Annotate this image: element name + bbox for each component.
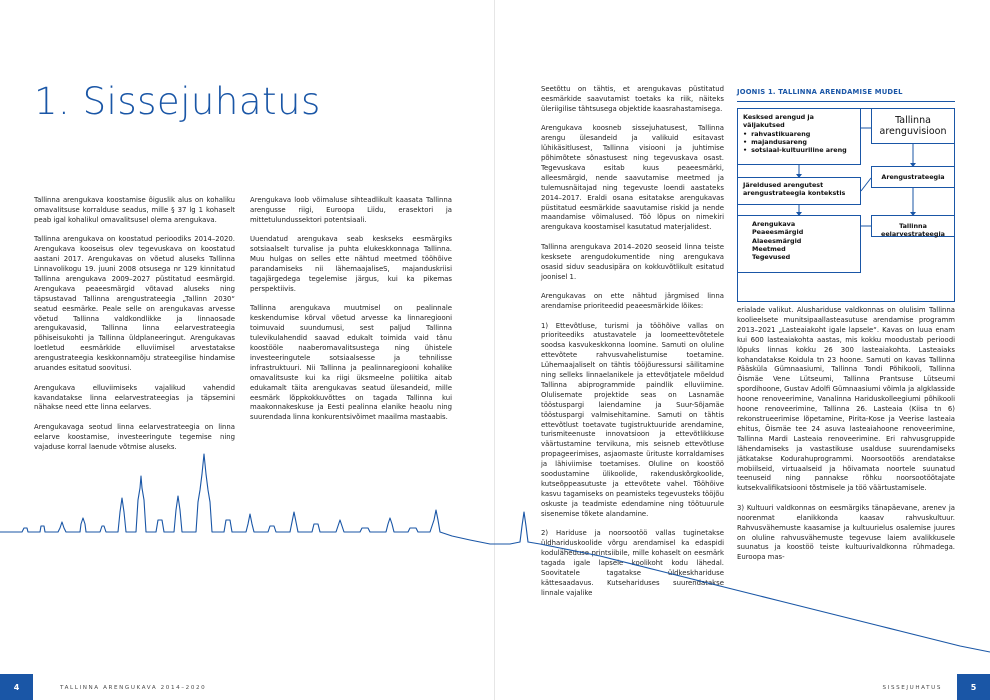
paragraph: Arengukava elluviimiseks vajalikud vahendid kavandatakse linna eelarvestrateegias ja täpsemini nähakse need ette linna eelarves. bbox=[34, 383, 235, 412]
paragraph: Tallinna arengukava muutmisel on pealinnale keskendumise kõrval võetud arvesse ka linnaregiooni toimuvaid suundumusi, sest paljud Tallinna tulevikulahendid saavad edukalt toimida vaid tänu koostööle naaberomavalitsustega ning ühistele investeeringutele sotsiaalsesse ja tehnilisse infrastruktuuri. Nii Tallinna ja pealinnaregiooni kohalike omavalitsuste kui ka riigi üksmeelne poliitika aitab edukamalt täita arengukavas seatud ülesandeid, mille eesmärk lõppkokkuvõttes on tagada Tallinna kui maakonnakeskuse ja Eesti pealinna elanike heaolu ning suurendada linna konkurentsivõimet maailma mastaabis. bbox=[250, 304, 452, 422]
goal-line: Meetmed bbox=[752, 244, 786, 253]
goal-line: Alaeesmärgid bbox=[752, 236, 802, 245]
list-item: • majandusareng bbox=[743, 138, 855, 146]
page-number-left: 4 bbox=[0, 674, 33, 700]
paragraph: 2) Hariduse ja noorsootöö vallas tuginetakse üldhariduskoolide võrgu arendamisel ka edaspidi koduläheduse printsiibile, mille kohaselt on eesmärk tagada igale lapsele koolikoht kodu lähedal. Soovitatele tagatakse üldkeskharidusе kättesaadavus. Kutsehariduses suurendatakse linnale vajalike bbox=[541, 529, 724, 597]
list-item: • sotsiaal-kultuuriline areng bbox=[743, 146, 855, 154]
figure-title: JOONIS 1. TALLINNA ARENDAMISE MUDEL bbox=[737, 88, 903, 96]
key-developments-title: Kesksed arengud ja väljakutsed bbox=[743, 113, 814, 130]
paragraph: 1) Ettevõtluse, turismi ja tööhõive vallas on prioriteediks atustavatele ja loomeettevõtetele soodsa kasvukeskkonna loomine. Samuti on oluline ettevõtete rahvusvahelistumise toetamine. Lühemaajaliselt on tähtis tööjõuressursi säilitamine ning selleks linnaelanikele ja ettevõtjatele mõeldud Tallinna abiprogrammide paindlik elluviimine. Olulisemate projektide seas on Lasnamäe tööstuspargi laiendamine ja Suur-Sõjamäe tööstuspargi valmisehitamine. Samuti on tähtis ettevõtlust toetavate tugistruktuuride arendamine, turismiteenuste innovatsioon ja ettevõtlikkuse väärtustamine tervikuna, mis seisneb ettevõtluse propageerimises, asjaomaste ürituste korraldamises ja lähiviimise toetamises. Oluline on koostöö soodustamine ülikoolide, rakenduskõrgkoolide, kutseõppeasutuste ja ettevõtete vahel. Tööhõive kasvu tagamiseks on peamisteks tegevusteks tööjõu oskuste ja teadmiste edendamine ning töötuurule sisenemise tõkete alandamine. bbox=[541, 321, 724, 518]
text-column-1 bbox=[34, 196, 235, 462]
development-plan-box bbox=[737, 215, 861, 273]
paragraph: Uuendatud arengukava seab keskseks eesmärgiks sotsiaalselt turvalise ja puhta elukeskkonnaga Tallinna. Muu hulgas on selles ette nähtud meetmed tööhõive parandamiseks nii lähemaajaliseS, majanduskriisi tagajärgedega tegelemise järgus, kui ka pikemas perspektiivis. bbox=[250, 235, 452, 293]
key-developments-box bbox=[737, 108, 861, 165]
budget-strategy-box: Tallinna eelarvestrateegia bbox=[871, 215, 955, 237]
paragraph: Seetõttu on tähtis, et arengukavas püstitatud eesmärkide saavutamist toetaks ka riik, näiteks üleriigilise tähtsusega objektide kaasrahastamisega. bbox=[541, 85, 724, 113]
tallinn-skyline-illustration bbox=[0, 440, 990, 675]
list-item: • rahvastikuareng bbox=[743, 130, 855, 138]
paragraph: Arengukavaga seotud linna eelarvestrateegia on linna eelarve koostamise, investeeringute tegemise ning vajaduse korral laenude võtmise aluseks. bbox=[34, 422, 235, 451]
page-number-right: 5 bbox=[957, 674, 990, 700]
figure-title-rule bbox=[737, 101, 955, 102]
goal-line: Peaeesmärgid bbox=[752, 228, 804, 237]
running-footer-left: TALLINNA ARENGUKAVA 2014–2020 bbox=[60, 685, 207, 691]
text-column-2 bbox=[250, 196, 452, 433]
paragraph: Arengukava loob võimaluse sihteadlikult kaasata Tallinna arengusse riigi, Euroopa Liidu, erasektori ja mittetulundussektori potentsiaali. bbox=[250, 196, 452, 224]
vision-box: Tallinna arenguvisioon bbox=[871, 108, 955, 144]
running-footer-right: SISSEJUHATUS bbox=[882, 685, 942, 691]
paragraph: erialade valikut. Alushariduse valdkonnas on olulisim Tallinna koolieelsete munitsipaallasteasutuse arendamise programm 2013–2021 „Lasteaiakoht igale lapsele“. Kavas on luua enam kui 600 lasteaiakohta aastas, mis kokku moodustab perioodi lõpuks linnas kokku 26 300 lasteaiakohta. Lasteaiaks kohandatakse Koidula tn 23 hoone. Samuti on kavas Tallinna Pääsküla Gümnaasiumi, Tallinna Tondi Põhikooli, Tallinna Õismäe Vene Lütseumi, Tallinna Prantsuse Lütseumi spordihoone, Gustav Adolfi Gümnaasiumi võimla ja algklasside hoone renoveerimine, Vanalinna Hariduskolleegiumi põhikooli hoone renoveerimine, Tallinna 26. Lasteaia (Kiisa tn 6) rekonstrueerimise lõpetamine, Pirita-Kose ja Veerise lasteaia ehitus, Õismäe tee 24 asuva lasteaiahoone renoveerimine, Tallinna Mardi Lasteaia renoveerimine. Eri rahvusgruppide lähendamiseks ja vastastikuse usalduse suurendamiseks jätkatakse Kodurahuprogrammi. Noorsootöös arendatakse mobiilseid, virtuaalseid ja hõivamata noortele suunatud teenuseid ning pannakse rõhku noorsootöötajate kutsekvalifikatsiooni tõstmisele ja töö väärtustamisele. bbox=[737, 306, 955, 493]
paragraph: Arengukava koosneb sissejuhatusest, Tallinna arengu ülesandeid ja valikuid esitavast lühikäsitlusest, Tallinna visiooni ja juhtimise põhimõtete sõnastusest ning tegevuskava osast. Tegevuskava esitab kuus peaeesmärki, alleesmärgid, nende saavutamise meetmed ja tulemusnäitajad ning tegevuste loendi aastateks 2014–2017. Eraldi osana esitatakse arengukavas püstitatud eesmärkide saavutamise riskid ja nende maandamise võimalused. Töö lõpus on nimekiri arengukava koostamisel kasutatud materjalidest. bbox=[541, 124, 724, 232]
paragraph: Tallinna arengukava koostamise õiguslik alus on kohaliku omavalitsuse korralduse seadus, mille § 37 lg 1 kohaselt peab igal kohalikul omavalitsusel olema arengukava. bbox=[34, 196, 235, 224]
paragraph: Arengukavas on ette nähtud järgmised linna arendamise prioriteedid peaeesmärkide lõikes: bbox=[541, 292, 724, 310]
paragraph: 3) Kultuuri valdkonnas on eesmärgiks tänapäevane, arenev ja noorenmat elanikkonda kaasav rahvuskultuur. Rahvusvähemuste kaasamise ja kultuurielus osalemise juures on oluline rahvusvähemuste tegevuse laiem avalikkusele suunatus ja koostöö teiste kultuurivaldkonna rühmadega. Euroopa mas- bbox=[737, 503, 955, 562]
goal-line: Tegevused bbox=[752, 253, 791, 262]
goal-line: Arengukava bbox=[752, 220, 796, 228]
paragraph: Tallinna arengukava on koostatud perioodiks 2014–2020. Arengukava kooseisus olev tegevuskava on koostatud aastani 2017. Arengukavas on võetud aluseks Tallinna Linnavolikogu 19. juuni 2008 otsusega nr 129 kinnitatud Tallinna arengukava 2009–2027 püstitatud eesmärgid. Arengukava peaeesmärgid võtavad aluseks ning täpsustavad Tallinna arengustrateegia „Tallinn 2030“ seatud eesmärke. Peale selle on arengukavas arvesse võetud Tallinna valdkondlikke ja linnaosade arengukavasid, Tallinna linna eelarvestrateegia põhiseisukohti ja Tallinna üldplaneeringut. Arengukavas loetletud eesmärkide elluviimisel arvestatakse arengustrateegia keskkonnamõju strateegilise hindamise aruandes esitatud soovitusi. bbox=[34, 235, 235, 373]
chapter-heading: 1. Sissejuhatus bbox=[34, 80, 321, 123]
key-developments-list bbox=[743, 130, 855, 155]
development-strategy-box: Arengustrateegia bbox=[871, 166, 955, 188]
paragraph: Tallinna arengukava 2014–2020 seoseid linna teiste kesksete arengudokumentide ning arengukava osasid siduv seadusipära on kokkuvõtlikult esitatud joonisel 1. bbox=[541, 242, 724, 281]
conclusions-box: Järeldused arengutest arengustrateegia kontekstis bbox=[737, 177, 861, 205]
